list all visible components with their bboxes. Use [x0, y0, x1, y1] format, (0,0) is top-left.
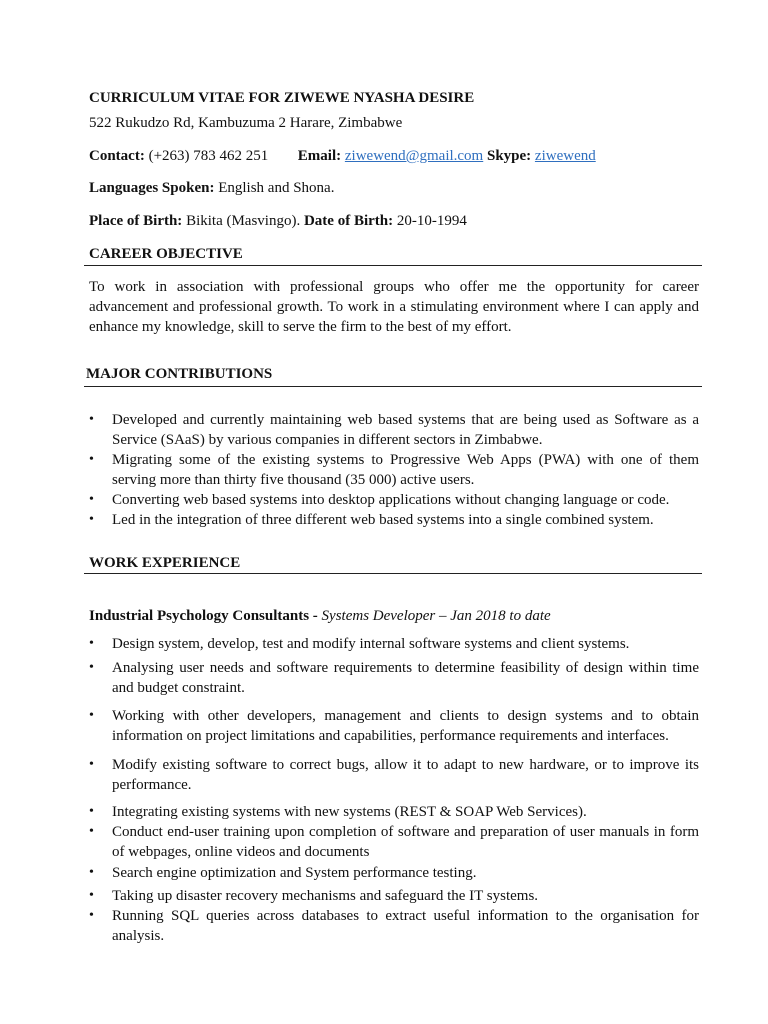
career-objective-heading: CAREER OBJECTIVE [89, 246, 243, 262]
section-divider [84, 386, 702, 387]
languages-label: Languages Spoken: [89, 180, 215, 196]
birth-date-value: 20-10-1994 [396, 213, 467, 229]
career-objective-text: To work in association with professional groups who offer me the opportunity for career advancement and professional growth. To work in a stimulating environment where I can apply and enhance my knowledge, skill to serve the firm to the best of my effort. [89, 279, 699, 335]
skype-link[interactable]: ziwewend [534, 148, 596, 164]
list-item: Working with other developers, management and clients to design systems and to obtain information on project limitations and capabilities, performance requirements and interfaces. [112, 708, 699, 744]
bullet-icon: • [89, 412, 94, 427]
list-item: Converting web based systems into desktop applications without changing language or code. [112, 492, 670, 508]
list-item: Modify existing software to correct bugs, allow it to adapt to new hardware, or to improve its performance. [112, 757, 699, 793]
bullet-icon: • [89, 908, 94, 923]
job-role: Systems Developer – Jan 2018 to date [321, 608, 551, 624]
list-item: Conduct end-user training upon completion of software and preparation of user manuals in form of webpages, online videos and documents [112, 824, 699, 860]
job-header [89, 606, 551, 626]
contact-line [89, 146, 596, 166]
work-experience-heading: WORK EXPERIENCE [89, 555, 241, 571]
bullet-icon: • [89, 888, 94, 903]
bullet-icon: • [89, 708, 94, 723]
address: 522 Rukudzo Rd, Kambuzuma 2 Harare, Zimbabwe [89, 115, 403, 131]
bullet-icon: • [89, 512, 94, 527]
contact-value: (+263) 783 462 251 [148, 148, 269, 164]
birth-line [89, 211, 467, 231]
bullet-icon: • [89, 492, 94, 507]
birth-place-value: Bikita (Masvingo). [186, 213, 301, 229]
section-divider [84, 573, 702, 574]
bullet-icon: • [89, 865, 94, 880]
bullet-icon: • [89, 824, 94, 839]
bullet-icon: • [89, 660, 94, 675]
list-item: Migrating some of the existing systems to Progressive Web Apps (PWA) with one of them serving more than thirty five thousand (35 000) active users. [112, 452, 699, 488]
major-contributions-heading: MAJOR CONTRIBUTIONS [86, 366, 273, 382]
languages-line [89, 178, 334, 198]
company-name: Industrial Psychology Consultants - [89, 608, 318, 624]
list-item: Analysing user needs and software requirements to determine feasibility of design within time and budget constraint. [112, 660, 699, 696]
list-item: Developed and currently maintaining web based systems that are being used as Software as a Service (SAaS) by various companies in different sectors in Zimbabwe. [112, 412, 699, 448]
email-link[interactable]: ziwewend@gmail.com [344, 148, 484, 164]
email-label: Email: [297, 148, 342, 164]
birth-date-label: Date of Birth: [303, 213, 394, 229]
list-item: Taking up disaster recovery mechanisms and safeguard the IT systems. [112, 888, 539, 904]
skype-label: Skype: [486, 148, 532, 164]
bullet-icon: • [89, 757, 94, 772]
bullet-icon: • [89, 452, 94, 467]
list-item: Design system, develop, test and modify internal software systems and client systems. [112, 636, 630, 652]
cv-title: CURRICULUM VITAE FOR ZIWEWE NYASHA DESIRE [89, 90, 475, 106]
section-divider [84, 265, 702, 266]
bullet-icon: • [89, 804, 94, 819]
languages-value: English and Shona. [218, 180, 335, 196]
birth-place-label: Place of Birth: [89, 213, 183, 229]
list-item: Integrating existing systems with new systems (REST & SOAP Web Services). [112, 804, 587, 820]
list-item: Led in the integration of three different web based systems into a single combined system. [112, 512, 654, 528]
bullet-icon: • [89, 636, 94, 651]
contact-label: Contact: [89, 148, 145, 164]
list-item: Search engine optimization and System performance testing. [112, 865, 477, 881]
list-item: Running SQL queries across databases to extract useful information to the organisation for analysis. [112, 908, 699, 944]
